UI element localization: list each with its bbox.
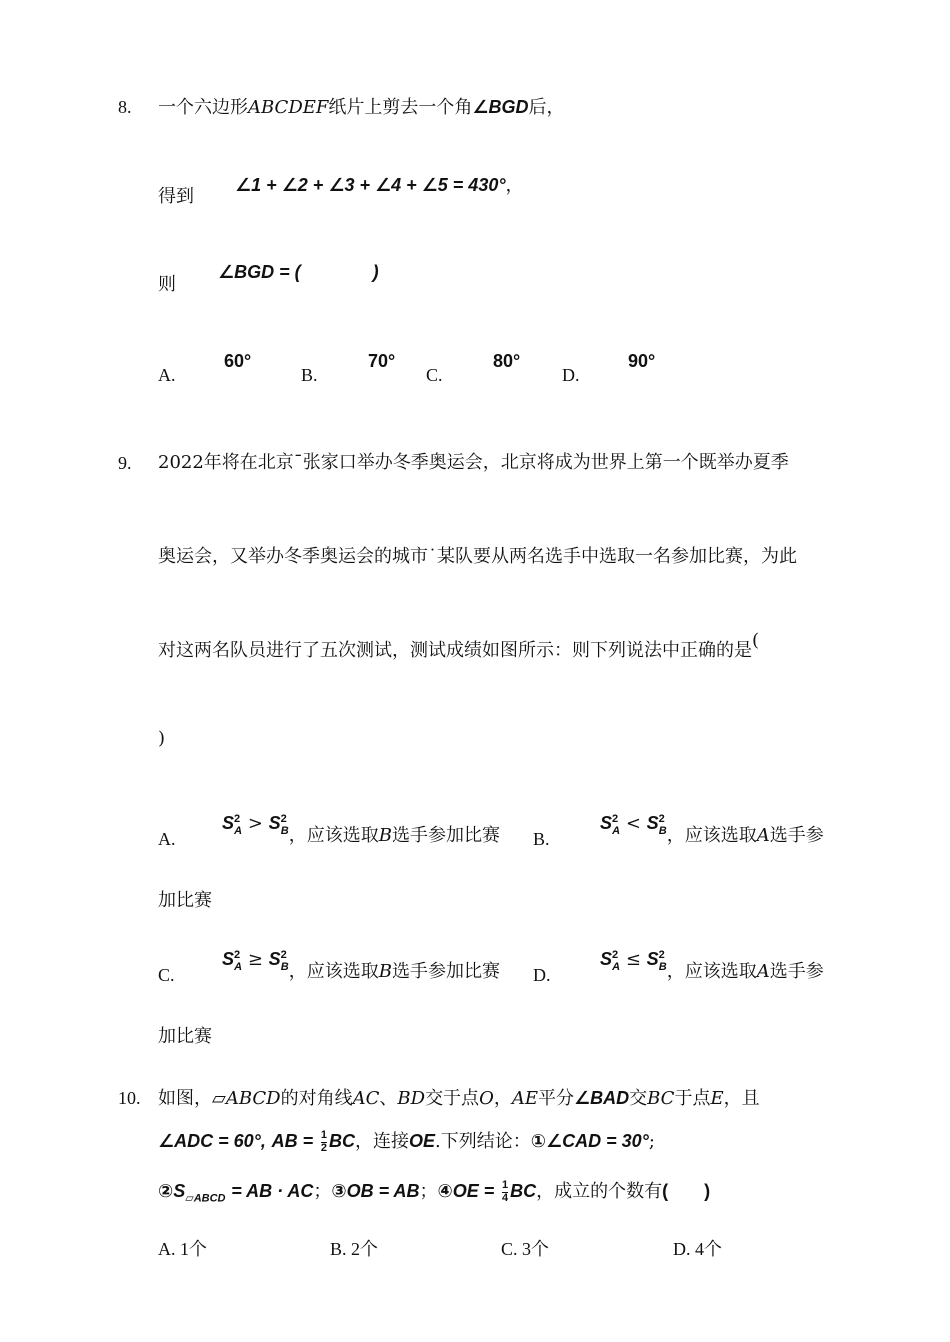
option-a-label: A.	[158, 829, 176, 849]
question-line-3: 对这两名队员进行了五次测试，测试成绩如图所示：则下列说法中正确的是(	[158, 630, 760, 661]
question-line-3: $②S_{▱ABCD}$ = AB · AC；③OB = AB；④OE = $\frac{1}{4}$ BC，成立的个数有( )	[158, 1179, 711, 1205]
question-line-2: 奥运会，又举办冬季奥运会的城市˙某队要从两名选手中选取一名参加比赛，为此	[158, 546, 797, 567]
option-b-label: B.	[533, 829, 550, 849]
option-b-value: 70°	[368, 351, 396, 371]
question-number: 10.	[118, 1088, 141, 1108]
option-d-value: 90°	[628, 351, 656, 371]
option-b-label: B.	[301, 365, 318, 385]
option-a-text: $S^2_A > S^2_B$，应该选取B选手参加比赛	[222, 813, 500, 846]
question-number: 8.	[118, 97, 132, 117]
option-c-label: C.	[158, 965, 175, 985]
fraction-one-half: $\frac{1}{2}$	[320, 1129, 327, 1154]
option-a: A. 1个	[158, 1239, 207, 1259]
option-d-text: $S^2_A \le S^2_B$，应该选取A选手参	[600, 949, 824, 982]
option-d: D. 4个	[673, 1239, 722, 1259]
option-b: B. 2个	[330, 1239, 379, 1259]
option-c-text: $S^2_A \ge S^2_B$，应该选取B选手参加比赛	[222, 949, 500, 982]
option-d-label: D.	[533, 965, 551, 985]
got-label: 得到	[158, 186, 194, 207]
angle-sum-equation: ∠1 + ∠2 + ∠3 + ∠4 + ∠5 = 430°，	[235, 175, 524, 195]
question-line-1: 如图，▱ABCD的对角线AC、BD交于点O，AE平分∠BAD交BC于点E，且	[158, 1088, 760, 1109]
option-a-label: A.	[158, 365, 176, 385]
question-line-1: 2022年将在北京¯张家口举办冬季奥运会，北京将成为世界上第一个既举办夏季	[158, 452, 789, 473]
question-line-2: ∠ADC = 60°, AB = $\frac{1}{2}$ BC，连接OE.下列结论：①∠CAD = 30°;	[158, 1129, 655, 1154]
option-d-label: D.	[562, 365, 580, 385]
answer-close-paren: )	[158, 728, 166, 749]
question-stem: 一个六边形ABCDEF纸片上剪去一个角∠BGD后，	[158, 97, 565, 118]
then-label: 则	[158, 274, 176, 295]
option-b-text: $S^2_A < S^2_B$，应该选取A选手参	[600, 813, 824, 846]
fraction-one-quarter: $\frac{1}{4}$	[502, 1179, 509, 1204]
option-c-value: 80°	[493, 351, 521, 371]
option-d-wrap: 加比赛	[158, 1026, 212, 1047]
answer-blank: ∠BGD = ( )	[218, 262, 379, 282]
question-number: 9.	[118, 453, 132, 473]
option-b-wrap: 加比赛	[158, 890, 212, 911]
option-a-value: 60°	[224, 351, 252, 371]
option-c-label: C.	[426, 365, 443, 385]
option-c: C. 3个	[501, 1239, 550, 1259]
